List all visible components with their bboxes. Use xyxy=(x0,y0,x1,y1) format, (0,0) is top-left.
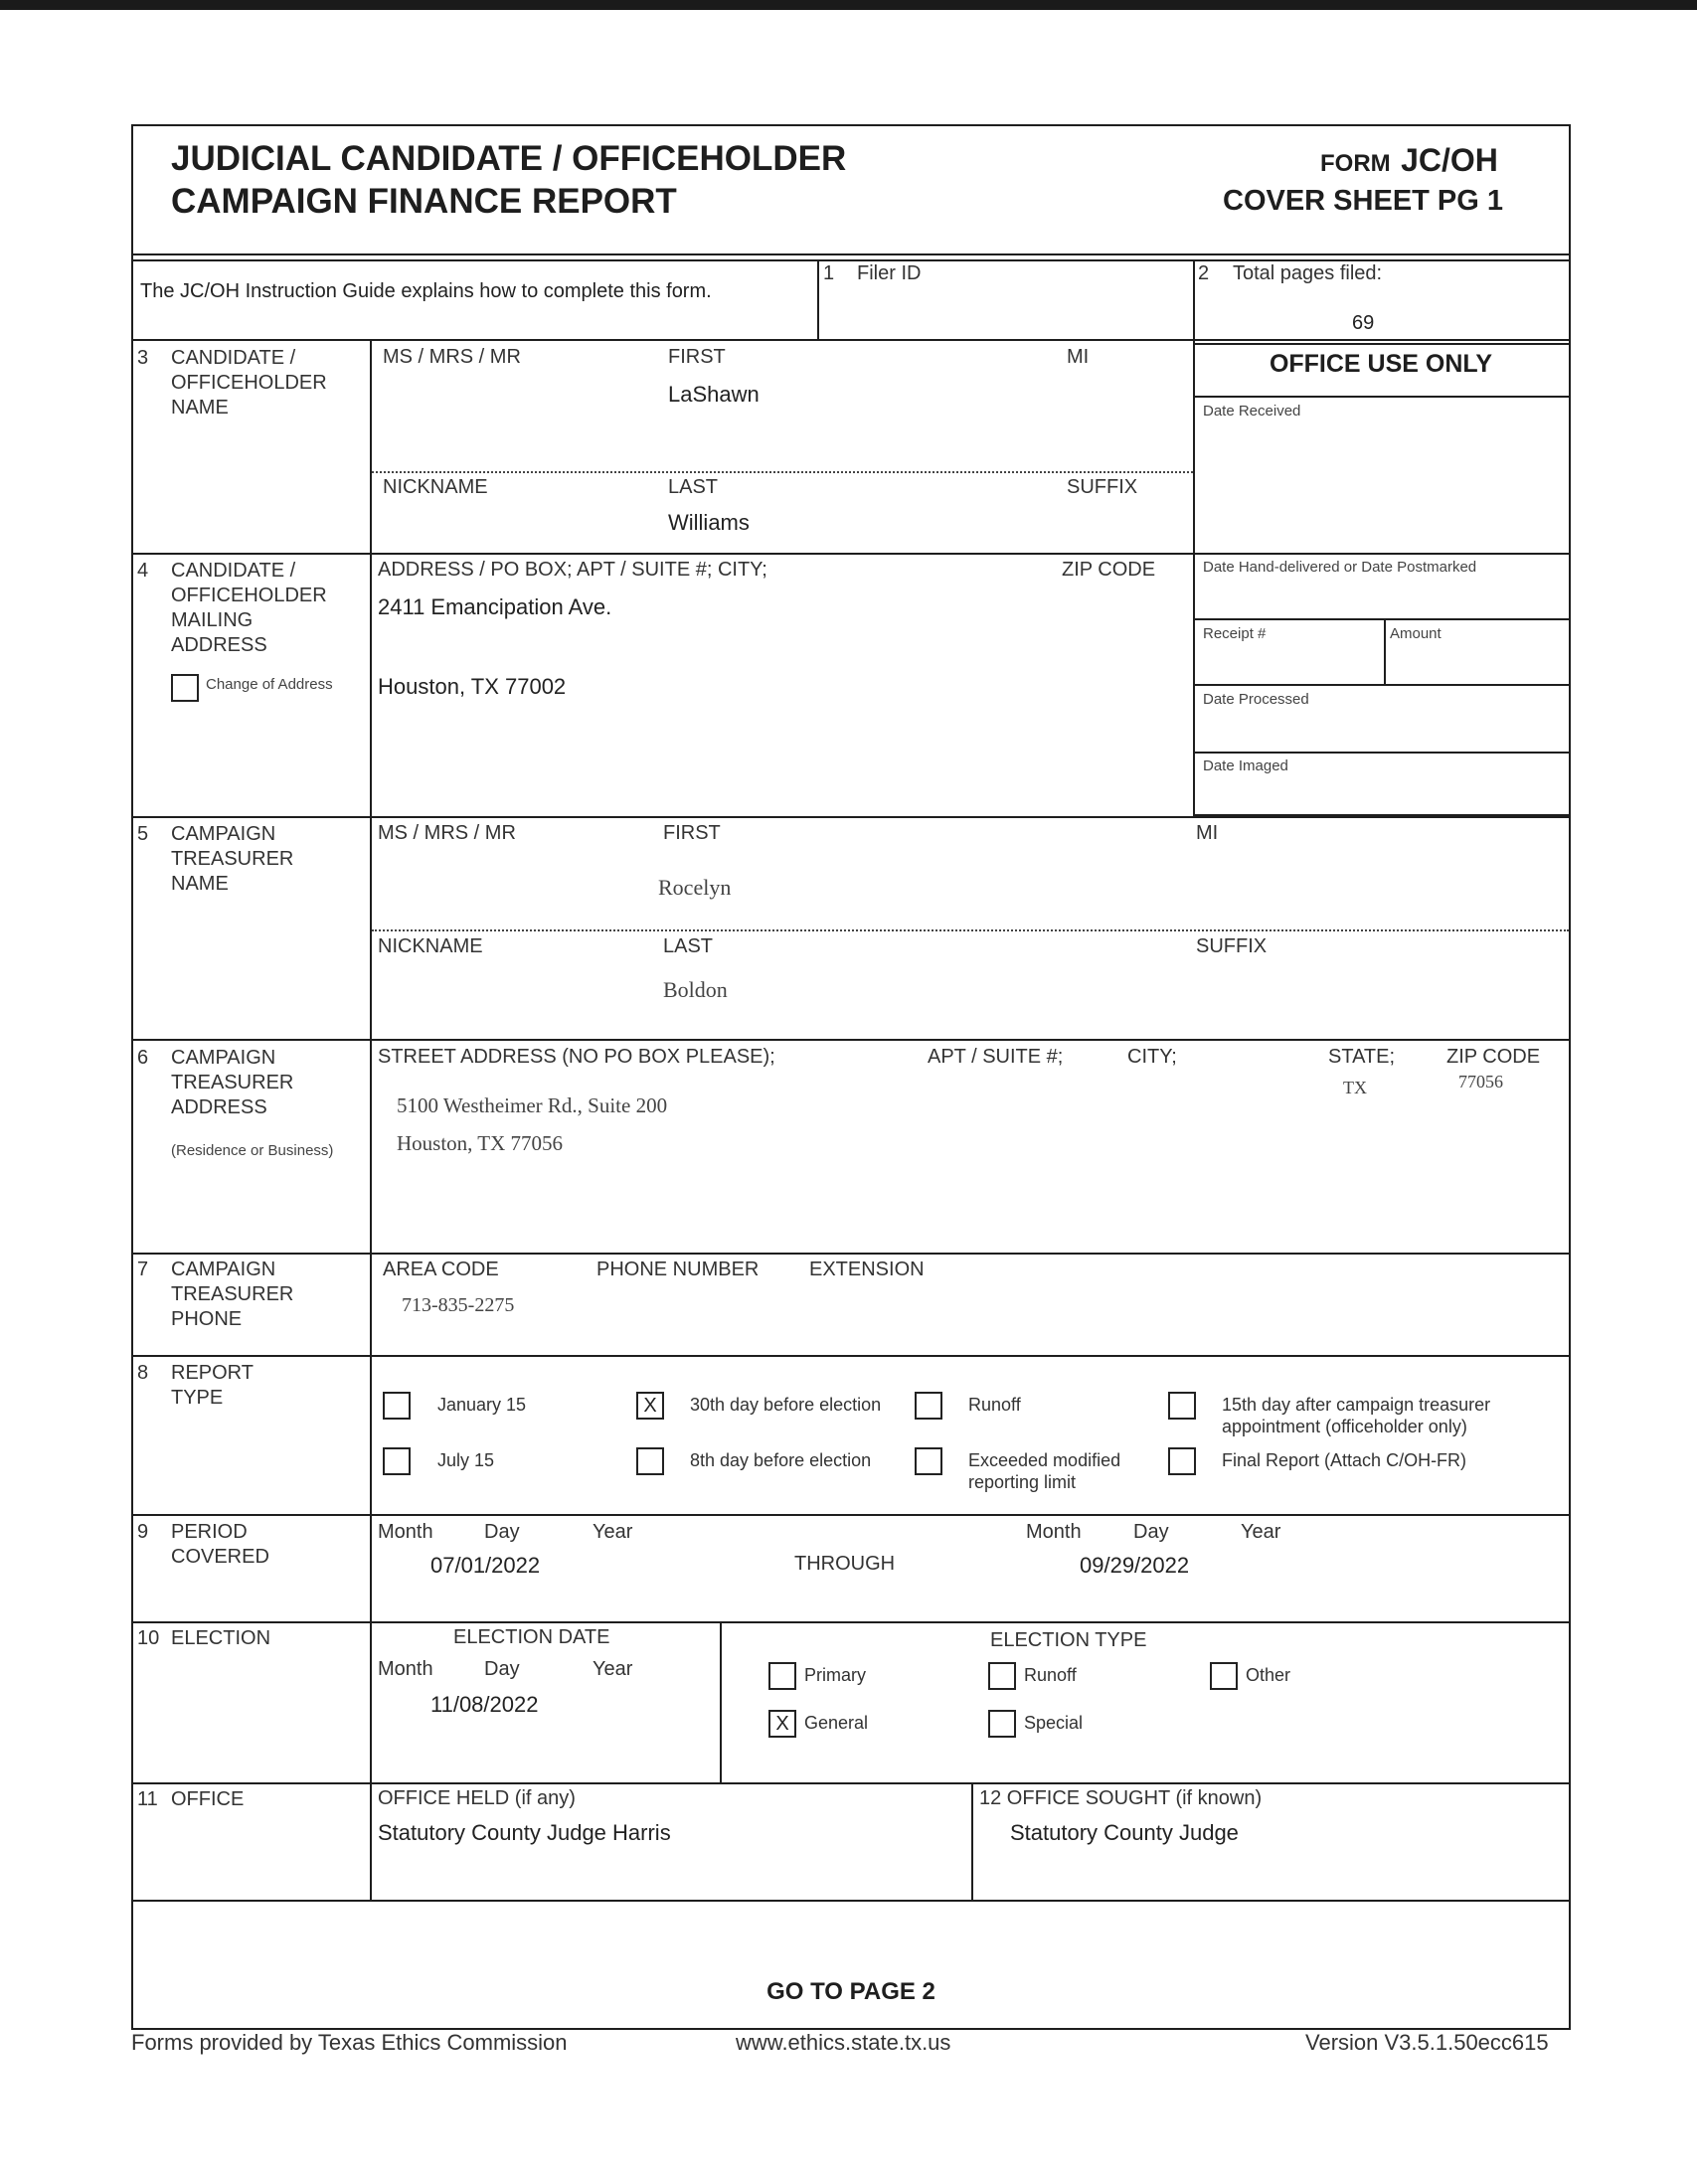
receipt-amount-divider xyxy=(1384,618,1386,686)
s5-num: 5 xyxy=(137,823,149,845)
report-type-15th-day-label: 15th day after campaign treasurer appointment (officeholder only) xyxy=(1222,1395,1491,1436)
s6-zip-value: 77056 xyxy=(1458,1072,1503,1092)
s9-from-month-label: Month xyxy=(378,1521,433,1543)
s5-bottom xyxy=(131,1039,1571,1041)
s4-address-label: ADDRESS / PO BOX; APT / SUITE #; CITY; xyxy=(378,559,767,581)
report-type-final-label: Final Report (Attach C/OH-FR) xyxy=(1222,1450,1467,1470)
s9-from-day-label: Day xyxy=(484,1521,520,1543)
office-use-title-divider xyxy=(1193,396,1571,398)
row1-bottom xyxy=(131,339,1571,341)
office-use-top xyxy=(1193,343,1571,345)
s4-num: 4 xyxy=(137,560,149,582)
office-held-label: OFFICE HELD (if any) xyxy=(378,1787,576,1809)
s10-year-label: Year xyxy=(593,1658,633,1680)
form-code-block xyxy=(1320,142,1498,179)
change-of-address-label: Change of Address xyxy=(206,676,333,693)
s7-label: CAMPAIGN TREASURER PHONE xyxy=(171,1259,294,1330)
go-to-page-2: GO TO PAGE 2 xyxy=(766,1978,935,2005)
s3-first-value: LaShawn xyxy=(668,382,760,407)
s10-day-label: Day xyxy=(484,1658,520,1680)
s8-label: REPORT TYPE xyxy=(171,1362,254,1409)
period-to-value: 09/29/2022 xyxy=(1080,1553,1190,1578)
instruction-text: The JC/OH Instruction Guide explains how to complete this form. xyxy=(140,280,712,302)
form-title-line2: CAMPAIGN FINANCE REPORT xyxy=(171,182,677,221)
s5-first-label: FIRST xyxy=(663,822,721,844)
s3-num: 3 xyxy=(137,347,149,369)
form-title-line1: JUDICIAL CANDIDATE / OFFICEHOLDER xyxy=(171,139,847,178)
s4-label: CANDIDATE / OFFICEHOLDER MAILING ADDRESS xyxy=(171,560,327,656)
office-held-value: Statutory County Judge Harris xyxy=(378,1820,671,1845)
election-type-special-label: Special xyxy=(1024,1713,1084,1733)
header-divider-2 xyxy=(131,259,1571,261)
office-use-divider-3 xyxy=(1193,684,1571,686)
report-type-jul15-label: July 15 xyxy=(437,1450,495,1470)
s5-nickname-label: NICKNAME xyxy=(378,935,483,957)
footer-provider: Forms provided by Texas Ethics Commission xyxy=(131,2030,568,2055)
frame-top xyxy=(131,124,1571,126)
s9-to-month-label: Month xyxy=(1026,1521,1082,1543)
footer-version: Version V3.5.1.50ecc615 xyxy=(1305,2030,1549,2055)
election-date-value: 11/08/2022 xyxy=(430,1692,539,1717)
report-type-8th-day-label: 8th day before election xyxy=(690,1450,872,1470)
s6-state-value: TX xyxy=(1343,1078,1367,1097)
report-type-30th-day-checkbox[interactable]: X xyxy=(636,1392,664,1420)
s3-bottom xyxy=(131,553,1193,555)
office-use-divider-1 xyxy=(1193,553,1571,555)
election-type-general-label: General xyxy=(804,1713,869,1733)
total-pages-num: 2 xyxy=(1198,262,1210,284)
s7-ext-label: EXTENSION xyxy=(809,1259,925,1280)
election-type-other-checkbox[interactable] xyxy=(1210,1662,1238,1690)
s4-bottom xyxy=(131,816,1571,818)
office-sought-label: 12 OFFICE SOUGHT (if known) xyxy=(979,1787,1263,1809)
s6-sub-label: (Residence or Business) xyxy=(171,1142,334,1159)
election-type-general-checkbox[interactable]: X xyxy=(768,1710,796,1738)
s9-bottom xyxy=(131,1621,1571,1623)
filer-id-num: 1 xyxy=(823,262,835,284)
header-divider-1 xyxy=(131,253,1571,255)
s7-num: 7 xyxy=(137,1259,149,1280)
date-imaged-label: Date Imaged xyxy=(1203,757,1288,774)
office-use-divider-2 xyxy=(1193,618,1571,620)
s7-phone-label: PHONE NUMBER xyxy=(596,1259,760,1280)
report-type-exceeded-label: Exceeded modified reporting limit xyxy=(968,1450,1121,1492)
s5-label: CAMPAIGN TREASURER NAME xyxy=(171,823,294,895)
s5-last-label: LAST xyxy=(663,935,714,957)
s6-city-label: CITY; xyxy=(1127,1046,1177,1068)
s3-nickname-label: NICKNAME xyxy=(383,476,488,498)
s10-month-label: Month xyxy=(378,1658,433,1680)
s6-apt-label: APT / SUITE #; xyxy=(928,1046,1064,1068)
report-type-runoff-label: Runoff xyxy=(968,1395,1021,1415)
s5-prefix-label: MS / MRS / MR xyxy=(378,822,516,844)
report-type-exceeded-checkbox[interactable] xyxy=(915,1447,942,1475)
s6-address-line1: 5100 Westheimer Rd., Suite 200 xyxy=(397,1093,668,1117)
report-type-jan15-label: January 15 xyxy=(437,1395,527,1415)
date-hand-delivered-label: Date Hand-delivered or Date Postmarked xyxy=(1203,559,1477,576)
scan-top-edge xyxy=(0,0,1697,10)
s8-bottom xyxy=(131,1514,1571,1516)
office-sought-value: Statutory County Judge xyxy=(1010,1820,1239,1845)
election-date-type-divider xyxy=(720,1621,722,1784)
s5-suffix-label: SUFFIX xyxy=(1196,935,1268,957)
filer-id-label: Filer ID xyxy=(857,262,922,284)
s3-dotted-divider xyxy=(372,471,1193,473)
report-type-15th-day-checkbox[interactable] xyxy=(1168,1392,1196,1420)
s7-phone-value: 713-835-2275 xyxy=(402,1294,515,1316)
change-of-address-checkbox[interactable] xyxy=(171,674,199,702)
s9-through-label: THROUGH xyxy=(794,1553,896,1575)
s3-prefix-label: MS / MRS / MR xyxy=(383,346,521,368)
office-use-title: OFFICE USE ONLY xyxy=(1269,350,1493,378)
s7-bottom xyxy=(131,1355,1571,1357)
s6-street-label: STREET ADDRESS (NO PO BOX PLEASE); xyxy=(378,1046,775,1068)
report-type-jan15-checkbox[interactable] xyxy=(383,1392,411,1420)
report-type-runoff-checkbox[interactable] xyxy=(915,1392,942,1420)
s5-mi-label: MI xyxy=(1196,822,1219,844)
office-held-sought-divider xyxy=(971,1782,973,1902)
s9-num: 9 xyxy=(137,1521,149,1543)
office-use-divider-4 xyxy=(1193,752,1571,754)
s7-area-label: AREA CODE xyxy=(383,1259,499,1280)
period-from-value: 07/01/2022 xyxy=(430,1553,541,1578)
form-prefix: FORM xyxy=(1320,150,1391,177)
s3-last-label: LAST xyxy=(668,476,719,498)
s5-first-value: Rocelyn xyxy=(658,875,732,900)
cover-sheet-label: COVER SHEET PG 1 xyxy=(1223,185,1504,217)
s8-num: 8 xyxy=(137,1362,149,1384)
s6-address-line2: Houston, TX 77056 xyxy=(397,1131,564,1155)
election-type-primary-checkbox[interactable] xyxy=(768,1662,796,1690)
frame-right xyxy=(1569,124,1571,2030)
s3-label: CANDIDATE / OFFICEHOLDER NAME xyxy=(171,347,327,419)
report-type-30th-day-label: 30th day before election xyxy=(690,1395,882,1415)
s10-bottom xyxy=(131,1782,1571,1784)
footer-website: www.ethics.state.tx.us xyxy=(736,2030,951,2055)
total-pages-label: Total pages filed: xyxy=(1233,262,1383,284)
s9-to-year-label: Year xyxy=(1241,1521,1281,1543)
s4-address-line1: 2411 Emancipation Ave. xyxy=(378,594,612,619)
election-type-special-checkbox[interactable] xyxy=(988,1710,1016,1738)
date-processed-label: Date Processed xyxy=(1203,691,1309,708)
label-column-divider xyxy=(370,339,372,1902)
amount-label: Amount xyxy=(1390,625,1442,642)
total-pages-value: 69 xyxy=(1352,312,1375,334)
s11-num: 11 xyxy=(137,1788,158,1810)
s6-zip-label: ZIP CODE xyxy=(1446,1046,1541,1068)
s10-num: 10 xyxy=(137,1627,160,1649)
election-type-other-label: Other xyxy=(1246,1665,1291,1685)
report-type-8th-day-checkbox[interactable] xyxy=(636,1447,664,1475)
election-type-runoff-checkbox[interactable] xyxy=(988,1662,1016,1690)
s4-zip-label: ZIP CODE xyxy=(1062,559,1156,581)
form-code: JC/OH xyxy=(1401,142,1498,178)
date-received-label: Date Received xyxy=(1203,403,1301,420)
s10-label: ELECTION xyxy=(171,1627,271,1649)
s3-suffix-label: SUFFIX xyxy=(1067,476,1138,498)
s3-first-label: FIRST xyxy=(668,346,726,368)
s11-label: OFFICE xyxy=(171,1788,245,1810)
election-type-runoff-label: Runoff xyxy=(1024,1665,1077,1685)
filer-id-left-border xyxy=(817,259,819,341)
s6-state-label: STATE; xyxy=(1328,1046,1396,1068)
s5-dotted-divider xyxy=(372,929,1569,931)
s3-last-value: Williams xyxy=(668,510,750,535)
s9-from-year-label: Year xyxy=(593,1521,633,1543)
s9-label: PERIOD COVERED xyxy=(171,1521,269,1568)
s6-label: CAMPAIGN TREASURER ADDRESS xyxy=(171,1047,294,1118)
s6-bottom xyxy=(131,1253,1571,1255)
election-type-primary-label: Primary xyxy=(804,1665,866,1685)
s5-last-value: Boldon xyxy=(663,977,728,1002)
receipt-label: Receipt # xyxy=(1203,625,1267,642)
frame-left xyxy=(131,124,133,2030)
s9-to-day-label: Day xyxy=(1133,1521,1169,1543)
s4-address-line2: Houston, TX 77002 xyxy=(378,674,567,699)
election-type-title: ELECTION TYPE xyxy=(990,1629,1147,1651)
s11-bottom xyxy=(131,1900,1571,1902)
report-type-jul15-checkbox[interactable] xyxy=(383,1447,411,1475)
s3-mi-label: MI xyxy=(1067,346,1090,368)
s6-num: 6 xyxy=(137,1047,149,1069)
election-date-title: ELECTION DATE xyxy=(453,1626,610,1648)
report-type-final-checkbox[interactable] xyxy=(1168,1447,1196,1475)
